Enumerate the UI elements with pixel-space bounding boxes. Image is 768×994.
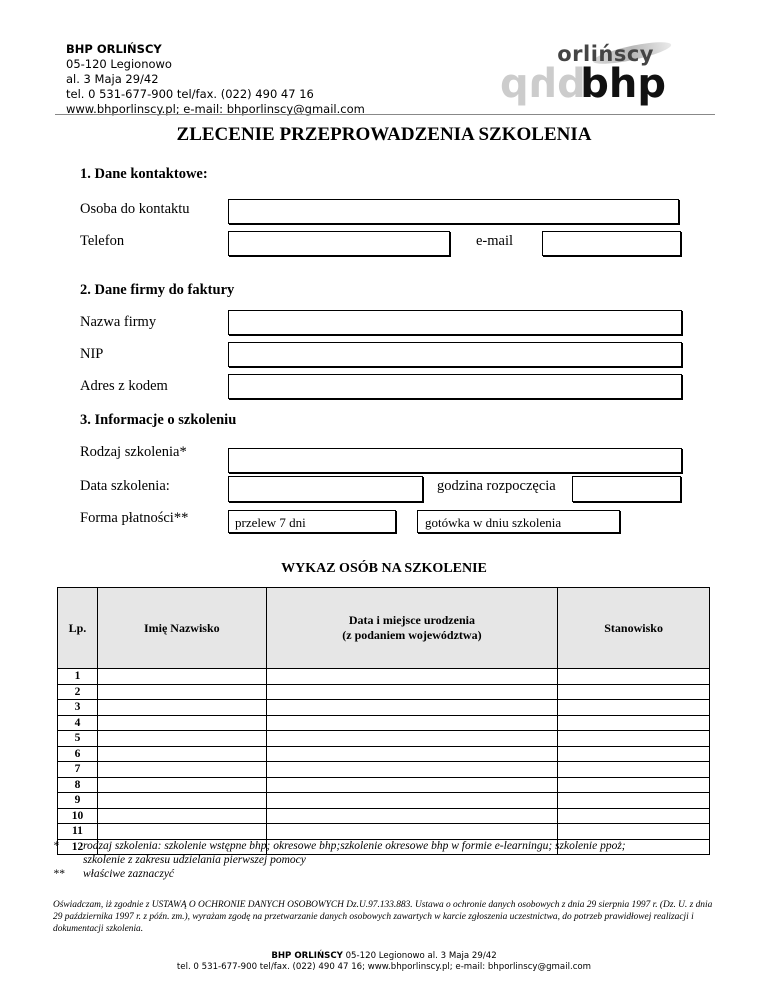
payment-option-transfer[interactable]: przelew 7 dni (228, 510, 396, 533)
position-cell[interactable] (558, 777, 710, 793)
footnote-star-text: rodzaj szkolenia: szkolenie wstępne bhp; okresowe bhp;szkolenie okresowe bhp w formie e-learningu; szkolenie ppoż; (83, 840, 626, 852)
col-birth-header (266, 588, 558, 669)
footer-address: 05-120 Legionowo al. 3 Maja 29/42 (345, 951, 497, 961)
row-number: 9 (58, 793, 98, 809)
footnote-double-star-mark: ** (53, 868, 65, 880)
name-cell[interactable] (97, 808, 266, 824)
payment-option-cash[interactable]: gotówka w dniu szkolenia (417, 510, 620, 533)
start-hour-label: godzina rozpoczęcia (437, 478, 556, 494)
name-cell[interactable] (97, 824, 266, 840)
training-date-field[interactable] (228, 476, 423, 502)
birth-cell[interactable] (266, 684, 558, 700)
name-cell[interactable] (97, 669, 266, 685)
section-training-heading: 3. Informacje o szkoleniu (80, 412, 237, 428)
company-name-label: Nazwa firmy (80, 314, 157, 330)
section-invoice-heading: 2. Dane firmy do faktury (80, 282, 235, 298)
logo-text-mirrored: bhp (500, 61, 586, 107)
row-number: 4 (58, 715, 98, 731)
col-lp-header: Lp. (58, 588, 98, 669)
birth-cell[interactable] (266, 715, 558, 731)
page-footer (0, 951, 768, 973)
position-cell[interactable] (558, 715, 710, 731)
address-label: Adres z kodem (80, 378, 168, 394)
email-label: e-mail (476, 233, 514, 249)
position-cell[interactable] (558, 808, 710, 824)
name-cell[interactable] (97, 746, 266, 762)
birth-cell[interactable] (266, 669, 558, 685)
contact-person-label: Osoba do kontaktu (80, 201, 190, 217)
logo-text-top: orlińscy (557, 42, 654, 66)
company-header (66, 42, 365, 117)
nip-label: NIP (80, 346, 104, 362)
table-header-row (58, 588, 710, 669)
phone-line: tel. 0 531-677-900 tel/fax. (022) 490 47 16 (66, 87, 314, 101)
footer-contact: tel. 0 531-677-900 tel/fax. (022) 490 47 16; www.bhporlinscy.pl; e-mail: bhporlinscy@gmail.com (176, 962, 592, 972)
row-number: 3 (58, 700, 98, 716)
section-contact-heading: 1. Dane kontaktowe: (80, 166, 208, 182)
footer-company: BHP ORLIŃSCY (271, 951, 343, 961)
payment-form-label: Forma płatności** (80, 510, 189, 526)
birth-cell[interactable] (266, 777, 558, 793)
birth-cell[interactable] (266, 824, 558, 840)
footnote-star (53, 839, 626, 867)
row-number: 1 (58, 669, 98, 685)
email-field[interactable] (542, 231, 681, 256)
participants-list-title: WYKAZ OSÓB NA SZKOLENIE (281, 561, 487, 576)
birth-cell[interactable] (266, 746, 558, 762)
footnote-double-star-text: właściwe zaznaczyć (83, 868, 175, 880)
birth-cell[interactable] (266, 731, 558, 747)
nip-field[interactable] (228, 342, 682, 367)
contact-person-field[interactable] (228, 199, 679, 224)
phone-label: Telefon (80, 233, 125, 249)
name-cell[interactable] (97, 715, 266, 731)
name-cell[interactable] (97, 777, 266, 793)
address-line-2: al. 3 Maja 29/42 (66, 72, 159, 86)
data-consent-statement: Oświadczam, iż zgodnie z USTAWĄ O OCHRONIE DANYCH OSOBOWYCH Dz.U.97.133.883. Ustawa o ochronie danych osobowych z dnia 29 sierpnia 1997 r. (Dz. U. z dnia 29 października 1997 r. z późn. zm.), wyrażam zgodę na przetwarzanie danych osobowych zawartych w karcie zgłoszenia uczestnictwa, do potrzeb prawidłowej realizacji i dokumentacji szkolenia. (53, 900, 713, 934)
table-row (58, 793, 710, 809)
row-number: 11 (58, 824, 98, 840)
header-divider (55, 114, 715, 115)
row-number: 6 (58, 746, 98, 762)
position-cell[interactable] (558, 824, 710, 840)
training-type-label: Rodzaj szkolenia* (80, 444, 187, 460)
row-number: 12 (58, 839, 98, 855)
web-line: www.bhporlinscy.pl; e-mail: bhporlinscy@gmail.com (66, 102, 365, 116)
footnote-double-star (53, 867, 174, 881)
position-cell[interactable] (558, 669, 710, 685)
birth-cell[interactable] (266, 793, 558, 809)
footnote-star-text-2: szkolenie z zakresu udzielania pierwszej pomocy (83, 854, 306, 866)
position-cell[interactable] (558, 793, 710, 809)
table-row (58, 715, 710, 731)
table-row (58, 669, 710, 685)
logo-text-main: bhp (580, 61, 666, 107)
table-row (58, 684, 710, 700)
name-cell[interactable] (97, 793, 266, 809)
name-cell[interactable] (97, 762, 266, 778)
row-number: 2 (58, 684, 98, 700)
name-cell[interactable] (97, 700, 266, 716)
address-line-1: 05-120 Legionowo (66, 57, 172, 71)
col-birth-header-line2: (z podaniem województwa) (342, 628, 482, 642)
footnote-star-mark: * (53, 840, 59, 852)
table-row (58, 746, 710, 762)
participants-table (57, 587, 710, 855)
table-row (58, 824, 710, 840)
table-row (58, 808, 710, 824)
position-cell[interactable] (558, 700, 710, 716)
position-cell[interactable] (558, 762, 710, 778)
row-number: 8 (58, 777, 98, 793)
row-number: 10 (58, 808, 98, 824)
training-type-field[interactable] (228, 448, 682, 473)
birth-cell[interactable] (266, 808, 558, 824)
page-title: ZLECENIE PRZEPROWADZENIA SZKOLENIA (176, 124, 592, 145)
company-logo (496, 42, 676, 112)
position-cell[interactable] (558, 746, 710, 762)
name-cell[interactable] (97, 731, 266, 747)
birth-cell[interactable] (266, 700, 558, 716)
col-birth-header-line1: Data i miejsce urodzenia (348, 613, 475, 627)
company-name: BHP ORLIŃSCY (66, 42, 162, 56)
row-number: 5 (58, 731, 98, 747)
training-date-label: Data szkolenia: (80, 478, 170, 494)
row-number: 7 (58, 762, 98, 778)
address-field[interactable] (228, 374, 682, 399)
table-row (58, 700, 710, 716)
table-row (58, 777, 710, 793)
table-row (58, 762, 710, 778)
birth-cell[interactable] (266, 762, 558, 778)
table-row (58, 731, 710, 747)
name-cell[interactable] (97, 684, 266, 700)
start-hour-field[interactable] (572, 476, 681, 502)
col-position-header: Stanowisko (558, 588, 710, 669)
position-cell[interactable] (558, 684, 710, 700)
phone-field[interactable] (228, 231, 450, 256)
company-name-field[interactable] (228, 310, 682, 335)
position-cell[interactable] (558, 731, 710, 747)
col-name-header: Imię Nazwisko (97, 588, 266, 669)
